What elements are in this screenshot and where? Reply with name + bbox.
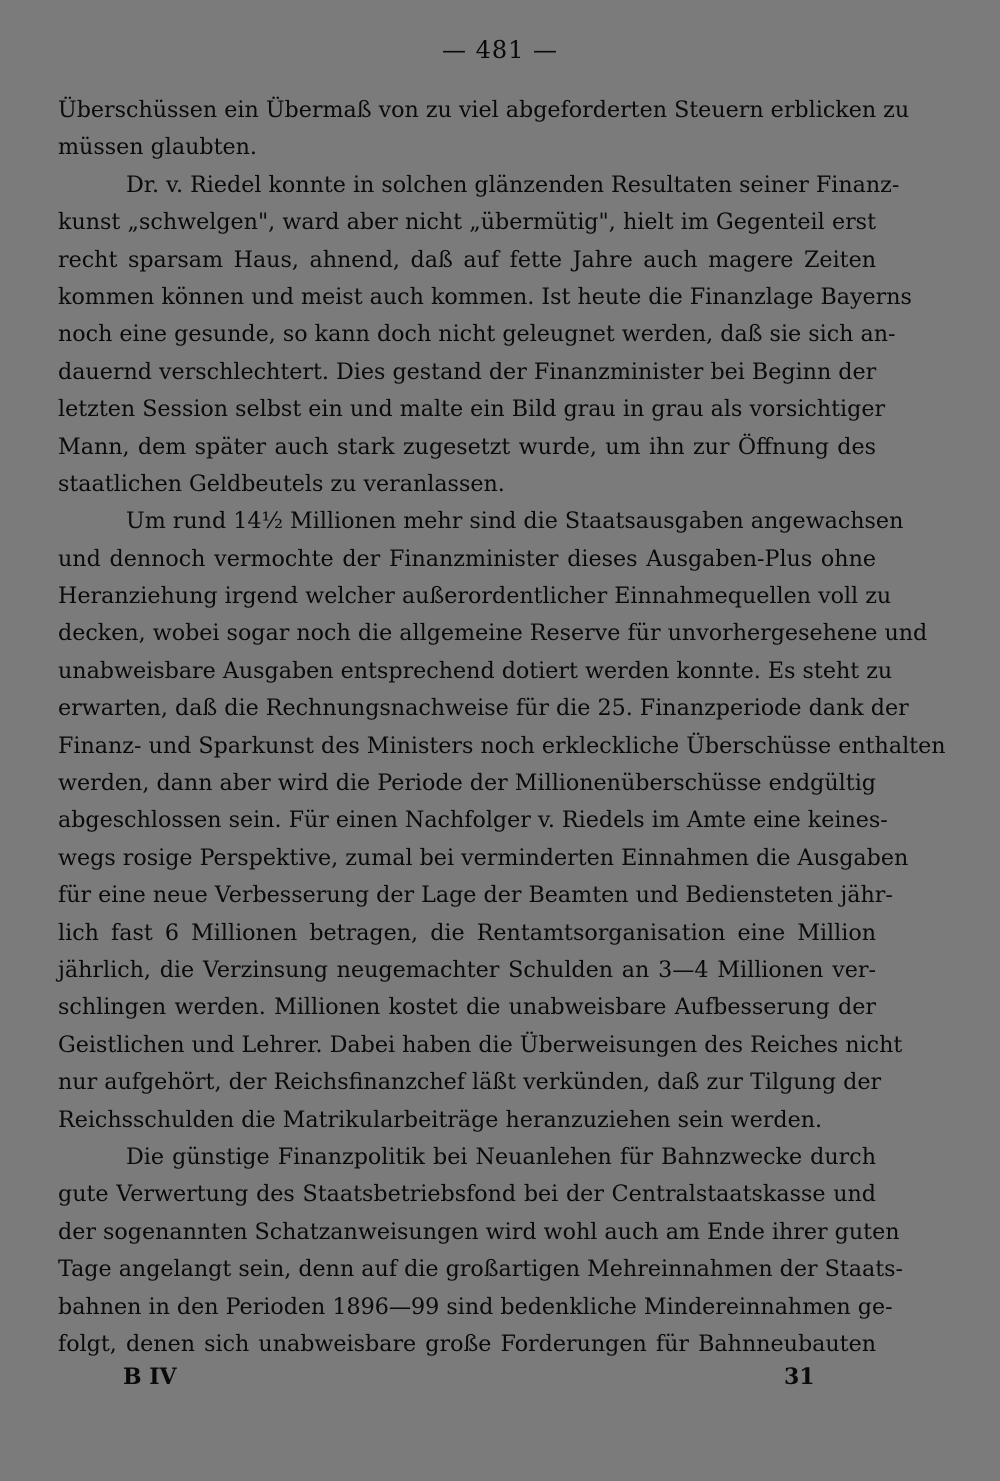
text-line: Finanz- und Sparkunst des Ministers noch erkleckliche Überschüsse enthalten <box>58 732 946 759</box>
text-line: Um rund 14½ Millionen mehr sind die Staatsausgaben angewachsen <box>126 508 904 535</box>
text-line: staatlichen Geldbeutels zu veranlassen. <box>58 470 505 497</box>
text-line: abgeschlossen sein. Für einen Nachfolger v. Riedels im Amte eine keines- <box>58 807 888 834</box>
body-text <box>58 92 946 1363</box>
text-line: noch eine gesunde, so kann doch nicht geleugnet werden, daß sie sich an- <box>58 321 896 348</box>
text-line: kommen können und meist auch kommen. Ist heute die Finanzlage Bayerns <box>58 283 912 310</box>
text-line: Reichsschulden die Matrikularbeiträge heranzuziehen sein werden. <box>58 1106 823 1133</box>
text-line: bahnen in den Perioden 1896—99 sind bedenkliche Mindereinnahmen ge- <box>58 1293 893 1320</box>
text-line: schlingen werden. Millionen kostet die unabweisbare Aufbesserung der <box>58 994 876 1021</box>
text-line: erwarten, daß die Rechnungsnachweise für die 25. Finanzperiode dank der <box>58 695 909 722</box>
page-number: — 481 — <box>441 36 559 64</box>
text-line: Die günstige Finanzpolitik bei Neuanlehen für Bahnzwecke durch <box>126 1143 876 1170</box>
sheet-number: 31 <box>784 1364 815 1390</box>
text-line: und dennoch vermochte der Finanzminister dieses Ausgaben-Plus ohne <box>58 545 876 572</box>
text-line: lich fast 6 Millionen betragen, die Rentamtsorganisation eine Million <box>58 919 876 946</box>
text-line: werden, dann aber wird die Periode der Millionenüberschüsse endgültig <box>58 770 876 797</box>
text-line: folgt, denen sich unabweisbare große Forderungen für Bahnneubauten <box>58 1330 876 1357</box>
text-line: gute Verwertung des Staatsbetriebsfond bei der Centralstaatskasse und <box>58 1181 876 1208</box>
text-line: kunst „schwelgen", ward aber nicht „übermütig", hielt im Gegenteil erst <box>58 209 876 236</box>
text-line: für eine neue Verbesserung der Lage der Beamten und Bediensteten jähr- <box>58 882 893 909</box>
text-line: nur aufgehört, der Reichsfinanzchef läßt verkünden, daß zur Tilgung der <box>58 1069 882 1096</box>
text-line: recht sparsam Haus, ahnend, daß auf fette Jahre auch magere Zeiten <box>58 246 876 273</box>
text-line: Tage angelangt sein, denn auf die großartigen Mehreinnahmen der Staats- <box>58 1256 904 1283</box>
text-line: müssen glaubten. <box>58 134 257 161</box>
text-line: decken, wobei sogar noch die allgemeine Reserve für unvorhergesehene und <box>58 620 928 647</box>
text-line: wegs rosige Perspektive, zumal bei verminderten Einnahmen die Ausgaben <box>58 844 909 871</box>
text-line: Mann, dem später auch stark zugesetzt wurde, um ihn zur Öffnung des <box>58 433 876 460</box>
text-line: jährlich, die Verzinsung neugemachter Schulden an 3—4 Millionen ver- <box>58 956 876 983</box>
text-line: dauernd verschlechtert. Dies gestand der Finanzminister bei Beginn der <box>58 358 877 385</box>
text-line: Überschüssen ein Übermaß von zu viel abgeforderten Steuern erblicken zu <box>58 97 910 123</box>
text-line: Heranziehung irgend welcher außerordentlicher Einnahmequellen voll zu <box>58 583 892 610</box>
text-line: Geistlichen und Lehrer. Dabei haben die Überweisungen des Reiches nicht <box>58 1031 903 1058</box>
printer-signature: B IV <box>123 1364 177 1390</box>
text-line: unabweisbare Ausgaben entsprechend dotiert werden konnte. Es steht zu <box>58 657 893 684</box>
text-line: letzten Session selbst ein und malte ein Bild grau in grau als vorsichtiger <box>58 396 886 423</box>
text-line: Dr. v. Riedel konnte in solchen glänzenden Resultaten seiner Finanz- <box>126 171 900 198</box>
text-line: der sogenannten Schatzanweisungen wird wohl auch am Ende ihrer guten <box>58 1218 900 1245</box>
